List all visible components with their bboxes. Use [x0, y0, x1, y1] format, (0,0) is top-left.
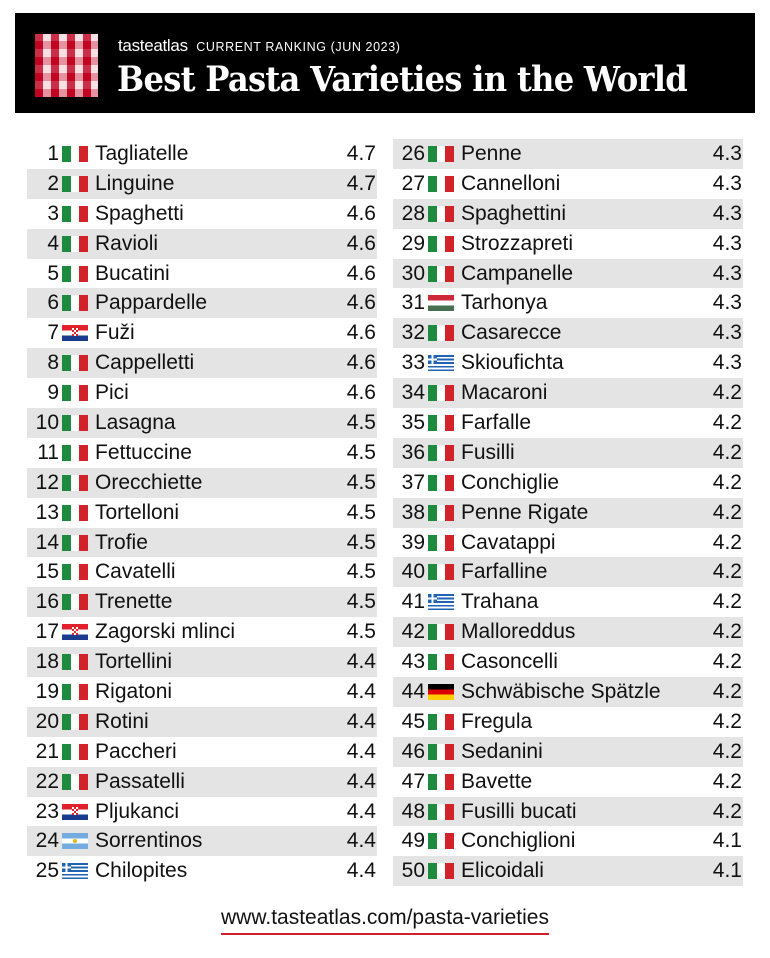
italy-flag-icon: [62, 505, 88, 521]
rank-number: 36: [401, 440, 425, 464]
pasta-name: Sorrentinos: [95, 829, 203, 853]
list-item: [27, 826, 377, 856]
rank-number: 34: [401, 381, 425, 405]
croatia-flag-icon: [62, 804, 88, 820]
pasta-name: Paccheri: [95, 739, 177, 763]
rank-number: 49: [401, 829, 425, 853]
italy-flag-icon: [428, 804, 454, 820]
list-item: [393, 528, 743, 558]
list-item: [27, 199, 377, 229]
list-item: [27, 438, 377, 468]
rating-score: 4.4: [346, 650, 376, 674]
rank-number: 2: [47, 171, 59, 195]
pasta-name: Fuži: [95, 321, 135, 345]
italy-flag-icon: [62, 654, 88, 670]
footer: [0, 906, 770, 930]
pasta-name: Conchiglioni: [461, 829, 576, 853]
list-item: [393, 378, 743, 408]
rating-score: 4.5: [346, 530, 376, 554]
list-item: [27, 587, 377, 617]
rank-number: 28: [401, 201, 425, 225]
rank-number: 21: [35, 739, 59, 763]
italy-flag-icon: [428, 206, 454, 222]
italy-flag-icon: [62, 684, 88, 700]
list-item: [27, 229, 377, 259]
pasta-name: Malloreddus: [461, 620, 576, 644]
rating-score: 4.2: [712, 470, 742, 494]
list-item: [27, 707, 377, 737]
pasta-name: Trofie: [95, 530, 148, 554]
rating-score: 4.4: [346, 769, 376, 793]
list-item: [393, 318, 743, 348]
italy-flag-icon: [428, 654, 454, 670]
pasta-name: Campanelle: [461, 261, 574, 285]
pasta-name: Schwäbische Spätzle: [461, 680, 661, 704]
italy-flag-icon: [428, 863, 454, 879]
list-item: [27, 378, 377, 408]
rank-number: 22: [35, 769, 59, 793]
rating-score: 4.2: [712, 769, 742, 793]
rating-score: 4.5: [346, 470, 376, 494]
list-item: [27, 288, 377, 318]
pasta-name: Trenette: [95, 590, 173, 614]
rating-score: 4.6: [346, 261, 376, 285]
rank-number: 1: [47, 142, 59, 165]
rank-number: 40: [401, 560, 425, 584]
rank-number: 4: [47, 231, 59, 255]
pasta-name: Ravioli: [95, 231, 159, 255]
rating-score: 4.2: [712, 530, 742, 554]
pasta-name: Zagorski mlinci: [95, 620, 236, 644]
rank-number: 27: [401, 171, 425, 195]
rating-score: 4.6: [346, 381, 376, 405]
pasta-name: Farfalle: [461, 411, 532, 435]
ranking-column-left: [27, 139, 377, 886]
list-item: [393, 229, 743, 259]
italy-flag-icon: [428, 236, 454, 252]
rating-score: 4.6: [346, 201, 376, 225]
rating-score: 4.2: [712, 620, 742, 644]
rank-number: 41: [401, 590, 425, 614]
list-item: [27, 498, 377, 528]
rank-number: 29: [401, 231, 425, 255]
list-item: [27, 557, 377, 587]
list-item: [393, 259, 743, 289]
rating-score: 4.5: [346, 411, 376, 435]
italy-flag-icon: [62, 594, 88, 610]
rank-number: 18: [35, 650, 59, 674]
rank-number: 24: [35, 829, 59, 853]
rating-score: 4.7: [346, 142, 376, 165]
pasta-name: Rotini: [95, 709, 149, 733]
rating-score: 4.4: [346, 829, 376, 853]
italy-flag-icon: [428, 266, 454, 282]
list-item: [393, 348, 743, 378]
pasta-name: Pici: [95, 381, 129, 405]
rating-score: 4.3: [712, 201, 742, 225]
rating-score: 4.2: [712, 590, 742, 614]
pasta-name: Macaroni: [461, 381, 548, 405]
list-item: [27, 767, 377, 797]
rank-number: 30: [401, 261, 425, 285]
list-item: [393, 707, 743, 737]
pasta-name: Cavatelli: [95, 560, 176, 584]
rating-score: 4.3: [712, 321, 742, 345]
italy-flag-icon: [428, 505, 454, 521]
pasta-name: Farfalline: [461, 560, 548, 584]
italy-flag-icon: [428, 564, 454, 580]
list-item: [27, 797, 377, 827]
italy-flag-icon: [428, 833, 454, 849]
italy-flag-icon: [62, 385, 88, 401]
list-item: [27, 737, 377, 767]
rank-number: 20: [35, 709, 59, 733]
croatia-flag-icon: [62, 624, 88, 640]
pasta-name: Casarecce: [461, 321, 562, 345]
list-item: [393, 826, 743, 856]
italy-flag-icon: [428, 714, 454, 730]
list-item: [27, 408, 377, 438]
list-item: [393, 767, 743, 797]
brand-line: [118, 36, 401, 56]
pasta-name: Pljukanci: [95, 799, 180, 823]
argentina-flag-icon: [62, 833, 88, 849]
greece-flag-icon: [428, 355, 454, 371]
list-item: [27, 169, 377, 199]
rating-score: 4.5: [346, 620, 376, 644]
germany-flag-icon: [428, 684, 454, 700]
pasta-name: Cappelletti: [95, 351, 195, 375]
rating-score: 4.2: [712, 650, 742, 674]
rating-score: 4.4: [346, 859, 376, 883]
italy-flag-icon: [62, 266, 88, 282]
list-item: [393, 498, 743, 528]
rank-number: 5: [47, 261, 59, 285]
pasta-name: Passatelli: [95, 769, 185, 793]
italy-flag-icon: [62, 146, 88, 162]
pasta-name: Spaghetti: [95, 201, 184, 225]
rank-number: 10: [35, 411, 59, 435]
rating-score: 4.2: [712, 440, 742, 464]
rating-score: 4.4: [346, 709, 376, 733]
rank-number: 9: [47, 381, 59, 405]
rating-score: 4.4: [346, 680, 376, 704]
rating-score: 4.6: [346, 351, 376, 375]
italy-flag-icon: [62, 295, 88, 311]
pasta-name: Strozzapreti: [461, 231, 574, 255]
rating-score: 4.5: [346, 590, 376, 614]
croatia-flag-icon: [62, 325, 88, 341]
pasta-name: Tortelloni: [95, 500, 180, 524]
rating-score: 4.2: [712, 680, 742, 704]
italy-flag-icon: [428, 535, 454, 551]
rank-number: 11: [37, 440, 59, 464]
rating-score: 4.3: [712, 351, 742, 375]
italy-flag-icon: [428, 774, 454, 790]
italy-flag-icon: [428, 325, 454, 341]
list-item: [27, 348, 377, 378]
rank-number: 35: [401, 411, 425, 435]
rank-number: 25: [35, 859, 59, 883]
italy-flag-icon: [62, 206, 88, 222]
pasta-name: Sedanini: [461, 739, 543, 763]
greece-flag-icon: [428, 594, 454, 610]
pasta-name: Trahana: [461, 590, 539, 614]
pasta-name: Fettuccine: [95, 440, 192, 464]
pasta-name: Tagliatelle: [95, 142, 189, 165]
pasta-name: Tortellini: [95, 650, 173, 674]
rank-number: 46: [401, 739, 425, 763]
italy-flag-icon: [428, 415, 454, 431]
italy-flag-icon: [62, 475, 88, 491]
rating-score: 4.3: [712, 291, 742, 315]
rating-score: 4.3: [712, 171, 742, 195]
list-item: [27, 677, 377, 707]
list-item: [393, 737, 743, 767]
list-item: [393, 647, 743, 677]
list-item: [393, 557, 743, 587]
italy-flag-icon: [62, 564, 88, 580]
rank-number: 12: [35, 470, 59, 494]
italy-flag-icon: [428, 744, 454, 760]
list-item: [393, 617, 743, 647]
rank-number: 3: [47, 201, 59, 225]
rank-number: 16: [35, 590, 59, 614]
italy-flag-icon: [62, 774, 88, 790]
rating-score: 4.5: [346, 560, 376, 584]
rank-number: 45: [401, 709, 425, 733]
pasta-name: Fregula: [461, 709, 533, 733]
pasta-name: Casoncelli: [461, 650, 558, 674]
pasta-name: Cavatappi: [461, 530, 556, 554]
italy-flag-icon: [62, 445, 88, 461]
rank-number: 6: [47, 291, 59, 315]
rating-score: 4.3: [712, 142, 742, 165]
italy-flag-icon: [62, 714, 88, 730]
rank-number: 33: [401, 351, 425, 375]
greece-flag-icon: [62, 863, 88, 879]
list-item: [393, 139, 743, 169]
ranking-subtitle: CURRENT RANKING (JUN 2023): [196, 40, 401, 54]
pasta-name: Orecchiette: [95, 470, 203, 494]
list-item: [27, 139, 377, 169]
pasta-name: Chilopites: [95, 859, 188, 883]
italy-flag-icon: [62, 355, 88, 371]
rank-number: 26: [401, 142, 425, 165]
rating-score: 4.6: [346, 291, 376, 315]
rank-number: 50: [401, 859, 425, 883]
pasta-name: Fusilli bucati: [461, 799, 577, 823]
list-item: [27, 528, 377, 558]
italy-flag-icon: [62, 236, 88, 252]
pasta-name: Lasagna: [95, 411, 176, 435]
ranking-column-right: [393, 139, 743, 886]
italy-flag-icon: [62, 415, 88, 431]
rating-score: 4.3: [712, 261, 742, 285]
rank-number: 48: [401, 799, 425, 823]
italy-flag-icon: [62, 744, 88, 760]
pasta-name: Bavette: [461, 769, 533, 793]
rating-score: 4.7: [346, 171, 376, 195]
italy-flag-icon: [62, 176, 88, 192]
pasta-name: Fusilli: [461, 440, 515, 464]
italy-flag-icon: [428, 176, 454, 192]
hungary-flag-icon: [428, 295, 454, 311]
rank-number: 8: [47, 351, 59, 375]
rank-number: 32: [401, 321, 425, 345]
rank-number: 39: [401, 530, 425, 554]
rating-score: 4.2: [712, 500, 742, 524]
rank-number: 38: [401, 500, 425, 524]
rank-number: 47: [401, 769, 425, 793]
pasta-name: Penne: [461, 142, 522, 165]
pasta-name: Skioufichta: [461, 351, 564, 375]
list-item: [393, 288, 743, 318]
rank-number: 31: [401, 291, 425, 315]
rating-score: 4.6: [346, 321, 376, 345]
pasta-name: Rigatoni: [95, 680, 173, 704]
rank-number: 13: [35, 500, 59, 524]
rank-number: 14: [35, 530, 59, 554]
list-item: [393, 797, 743, 827]
rank-number: 42: [401, 620, 425, 644]
pasta-name: Spaghettini: [461, 201, 567, 225]
italy-flag-icon: [428, 385, 454, 401]
rank-number: 19: [35, 680, 59, 704]
pasta-name: Pappardelle: [95, 291, 208, 315]
italy-flag-icon: [428, 445, 454, 461]
rating-score: 4.5: [346, 500, 376, 524]
rating-score: 4.6: [346, 231, 376, 255]
italy-flag-icon: [428, 475, 454, 491]
list-item: [27, 318, 377, 348]
list-item: [393, 169, 743, 199]
rank-number: 44: [401, 680, 425, 704]
source-link[interactable]: www.tasteatlas.com/pasta-varieties: [221, 906, 549, 935]
rank-number: 15: [35, 560, 59, 584]
rank-number: 37: [401, 470, 425, 494]
rating-score: 4.2: [712, 799, 742, 823]
rating-score: 4.2: [712, 411, 742, 435]
rating-score: 4.1: [712, 829, 742, 853]
pasta-name: Tarhonya: [461, 291, 548, 315]
header-banner: [15, 13, 755, 113]
rating-score: 4.2: [712, 560, 742, 584]
rating-score: 4.4: [346, 739, 376, 763]
pasta-name: Elicoidali: [461, 859, 544, 883]
list-item: [393, 587, 743, 617]
list-item: [393, 438, 743, 468]
pasta-name: Penne Rigate: [461, 500, 589, 524]
rating-score: 4.1: [712, 859, 742, 883]
rank-number: 23: [35, 799, 59, 823]
rank-number: 7: [47, 321, 59, 345]
tasteatlas-logo-icon: [35, 34, 98, 97]
brand-name: tasteatlas: [118, 36, 188, 55]
pasta-name: Conchiglie: [461, 470, 560, 494]
list-item: [27, 647, 377, 677]
list-item: [393, 408, 743, 438]
rating-score: 4.4: [346, 799, 376, 823]
list-item: [27, 468, 377, 498]
italy-flag-icon: [62, 535, 88, 551]
list-item: [27, 856, 377, 886]
list-item: [393, 856, 743, 886]
rating-score: 4.2: [712, 739, 742, 763]
italy-flag-icon: [428, 146, 454, 162]
pasta-name: Cannelloni: [461, 171, 561, 195]
pasta-name: Bucatini: [95, 261, 170, 285]
list-item: [393, 199, 743, 229]
list-item: [393, 677, 743, 707]
rating-score: 4.2: [712, 709, 742, 733]
list-item: [393, 468, 743, 498]
italy-flag-icon: [428, 624, 454, 640]
rank-number: 43: [401, 650, 425, 674]
pasta-name: Linguine: [95, 171, 175, 195]
rating-score: 4.5: [346, 440, 376, 464]
rating-score: 4.3: [712, 231, 742, 255]
page-title: Best Pasta Varieties in the World: [117, 59, 687, 100]
list-item: [27, 617, 377, 647]
rank-number: 17: [35, 620, 59, 644]
rating-score: 4.2: [712, 381, 742, 405]
list-item: [27, 259, 377, 289]
